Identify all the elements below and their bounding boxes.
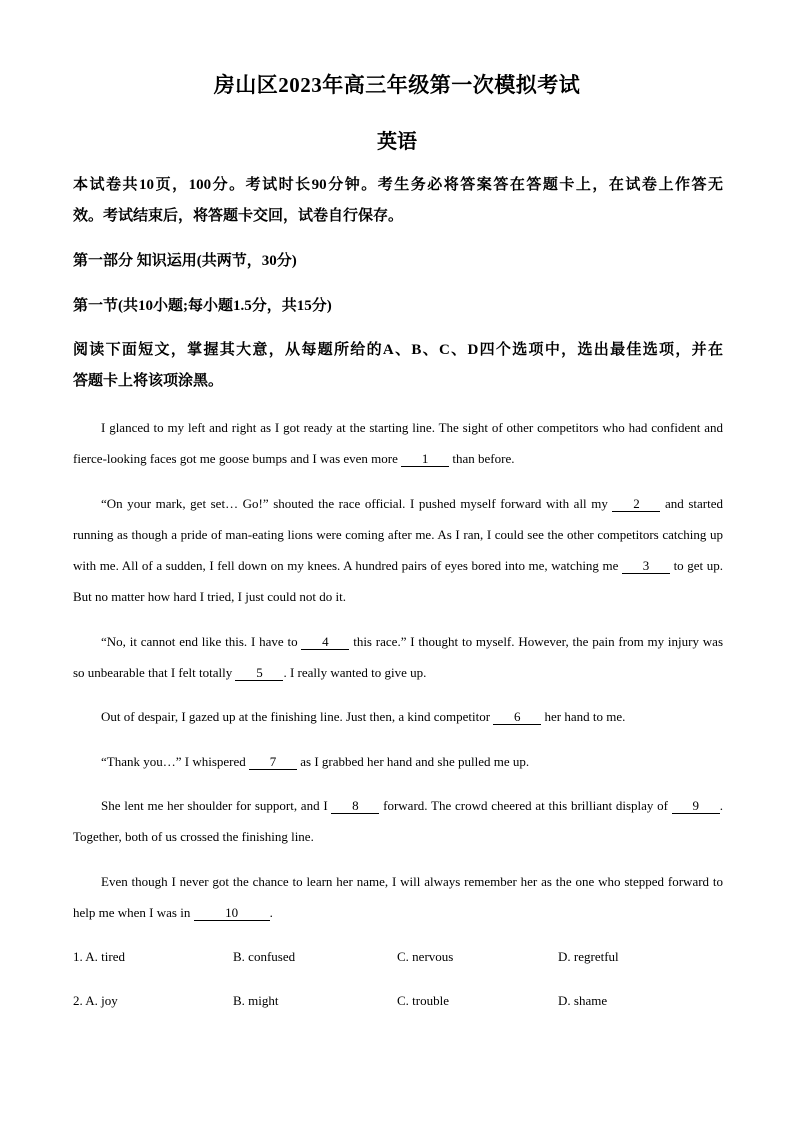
passage-text: forward. The crowd cheered at this brilliant display of xyxy=(379,798,672,813)
exam-title: 房山区2023年高三年级第一次模拟考试 xyxy=(213,73,581,97)
directions-line-1: 阅读下面短文，掌握其大意，从每题所给的A、B、C、D四个选项中，选出最佳选项，并在 xyxy=(73,342,723,358)
question-1-options xyxy=(73,949,723,969)
passage-text: than before. xyxy=(449,451,515,466)
section-one-heading: 第一节(共10小题;每小题1.5分，共15分) xyxy=(73,298,332,314)
passage-paragraph-5 xyxy=(73,746,723,777)
subject-title: 英语 xyxy=(377,131,417,153)
intro-line-2: 效。考试结束后，将答题卡交回，试卷自行保存。 xyxy=(73,208,404,224)
passage-paragraph-7 xyxy=(73,866,723,928)
blank-9: 9 xyxy=(672,798,720,814)
passage-text: . I really wanted to give up. xyxy=(283,665,427,680)
intro-line-1: 本试卷共10页，100分。考试时长90分钟。考生务必将答案答在答题卡上，在试卷上作答无 xyxy=(73,177,723,193)
directions xyxy=(73,335,723,397)
question-1-option-d: D. regretful xyxy=(558,949,619,964)
passage-text: . xyxy=(269,905,273,920)
passage-text: “On your mark, get set… Go!” shouted the race official. I pushed myself forward with all my xyxy=(101,496,613,511)
part-one-heading: 第一部分 知识运用(共两节，30分) xyxy=(73,253,297,269)
passage-paragraph-3 xyxy=(73,626,723,688)
passage-text: and started running as though a pride of man-eating lions were coming after me. As I ran, I could see the other competitors catching up with me. All of a sudden, I fell down on my knees. A hundred pairs of eyes bored into me, watching me xyxy=(73,496,724,573)
blank-7: 7 xyxy=(249,754,297,770)
directions-line-2: 答题卡上将该项涂黑。 xyxy=(73,373,224,389)
question-1-option-a: 1. A. tired xyxy=(73,949,125,964)
exam-intro xyxy=(73,170,723,232)
blank-1: 1 xyxy=(401,451,449,467)
passage-text: “Thank you…” I whispered xyxy=(101,754,250,769)
blank-10: 10 xyxy=(194,905,270,921)
question-2-option-b: B. might xyxy=(233,993,279,1008)
question-2-option-d: D. shame xyxy=(558,993,608,1008)
passage-paragraph-4 xyxy=(73,701,723,732)
passage-paragraph-2 xyxy=(73,488,723,612)
passage-paragraph-6 xyxy=(73,790,723,852)
question-2-options xyxy=(73,993,723,1013)
passage-text: She lent me her shoulder for support, and I xyxy=(101,798,332,813)
passage-text: her hand to me. xyxy=(541,709,626,724)
question-2-option-c: C. trouble xyxy=(397,993,449,1008)
blank-4: 4 xyxy=(301,634,349,650)
passage-text: Out of despair, I gazed up at the finishing line. Just then, a kind competitor xyxy=(101,709,494,724)
passage-text: “No, it cannot end like this. I have to xyxy=(101,634,302,649)
passage-text: as I grabbed her hand and she pulled me up. xyxy=(297,754,530,769)
question-2-option-a: 2. A. joy xyxy=(73,993,118,1008)
passage-text: this race.” I thought to myself. However, the pain from my injury was so unbearable that I felt totally xyxy=(73,634,724,680)
blank-6: 6 xyxy=(493,709,541,725)
question-1-option-c: C. nervous xyxy=(397,949,454,964)
question-1-option-b: B. confused xyxy=(233,949,296,964)
blank-3: 3 xyxy=(622,558,670,574)
blank-2: 2 xyxy=(612,496,660,512)
passage-text: . Together, both of us crossed the finishing line. xyxy=(73,798,723,844)
passage-paragraph-1 xyxy=(73,412,723,474)
blank-8: 8 xyxy=(331,798,379,814)
passage-text: I glanced to my left and right as I got ready at the starting line. The sight of other competitors who had confident and fierce-looking faces got me goose bumps and I was even more xyxy=(73,420,723,466)
passage-text: to get up. But no matter how hard I tried, I just could not do it. xyxy=(73,558,723,604)
blank-5: 5 xyxy=(235,665,283,681)
passage-text: Even though I never got the chance to learn her name, I will always remember her as the one who stepped forward to help me when I was in xyxy=(73,874,723,920)
